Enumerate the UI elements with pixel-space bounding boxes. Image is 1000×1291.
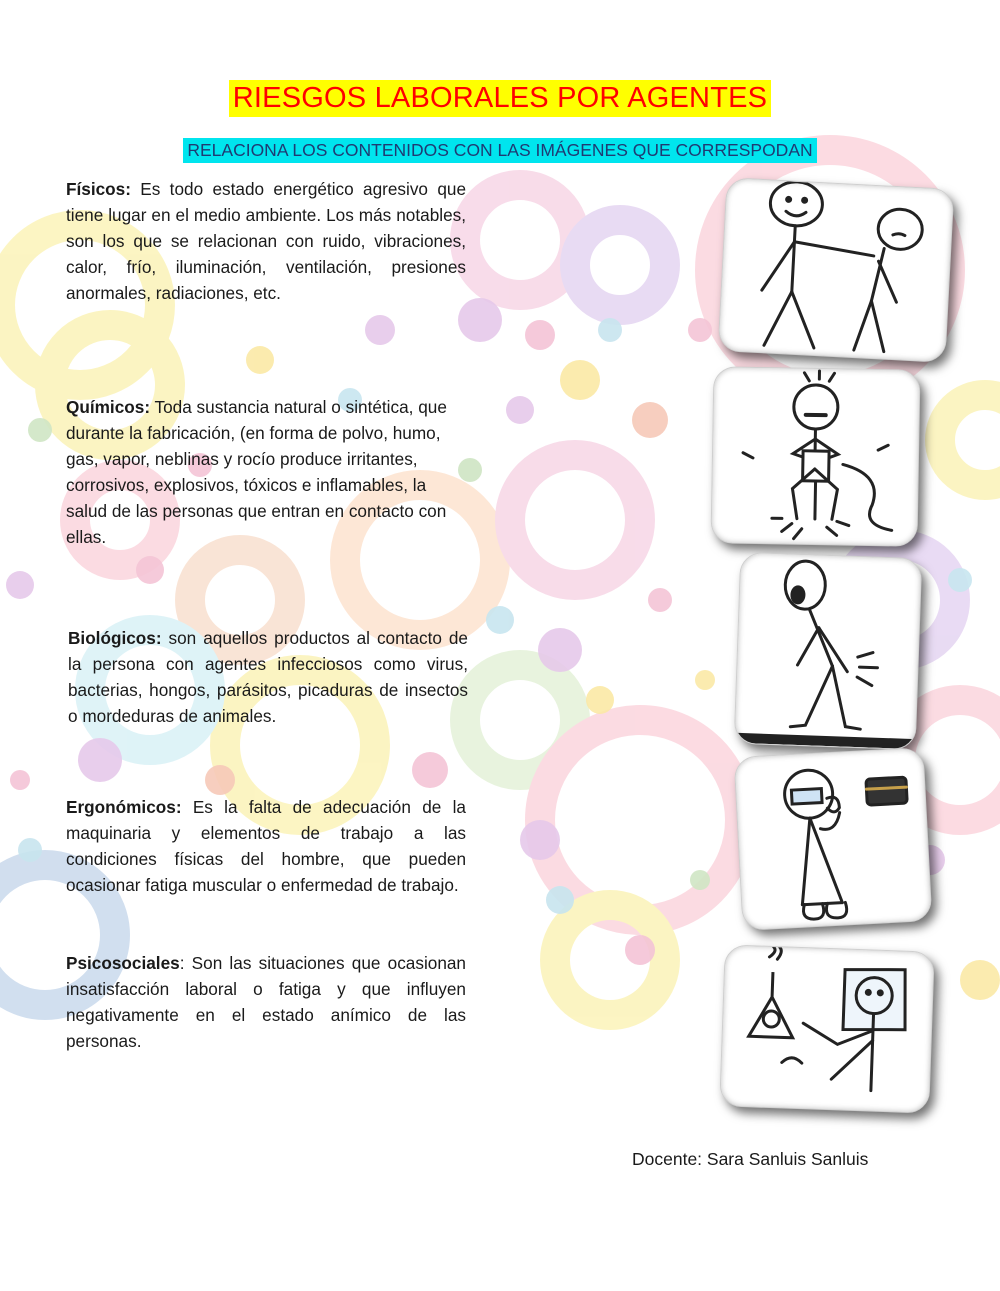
mask-worker-chemical-icon bbox=[735, 748, 932, 930]
section-biologicos-label: Biológicos: bbox=[68, 628, 162, 648]
section-psicosociales bbox=[66, 950, 466, 1054]
image-card-4[interactable] bbox=[734, 747, 933, 931]
section-biologicos bbox=[68, 625, 468, 729]
section-quimicos-label: Químicos: bbox=[66, 397, 151, 417]
page-title: RIESGOS LABORALES POR AGENTES bbox=[229, 80, 771, 117]
section-fisicos-label: Físicos: bbox=[66, 179, 131, 199]
section-psicosociales-label: Psicosociales bbox=[66, 953, 180, 973]
section-fisicos-text: Es todo estado energético agresivo que tiene lugar en el medio ambiente. Los más notables, son los que se relacionan con ruido, vibraciones, calor, frío, iluminación, ventilación, presiones anormales, radiaciones, etc. bbox=[66, 179, 466, 303]
image-card-2[interactable] bbox=[710, 366, 920, 547]
section-ergonomicos bbox=[66, 794, 466, 898]
section-biologicos-text: son aquellos productos al contacto de la persona con agentes infecciosos como virus, bacterias, hongos, parásitos, picaduras de insectos o mordeduras de animales. bbox=[68, 628, 468, 726]
section-ergonomicos-text: Es la falta de adecuación de la maquinaria y elementos de trabajo a las condiciones físicas del hombre, que pueden ocasionar fatiga muscular o enfermedad de trabajo. bbox=[66, 797, 466, 895]
back-pain-figure-icon bbox=[735, 553, 922, 749]
section-quimicos-text: Toda sustancia natural o sintética, que durante la fabricación, (en forma de polvo, humo, gas, vapor, neblinas y rocío produce irritantes, corrosivos, explosivos, tóxicos e inflamables, la salud de las personas que entran en contacto con ellas. bbox=[66, 397, 447, 547]
image-card-5[interactable] bbox=[719, 944, 935, 1113]
section-psicosociales-text: : Son las situaciones que ocasionan insatisfacción laboral o fatiga y que influyen negativamente en el estado anímico de las personas. bbox=[66, 953, 466, 1051]
section-fisicos bbox=[66, 176, 466, 306]
section-quimicos bbox=[66, 394, 466, 550]
jackhammer-worker-icon bbox=[711, 367, 919, 546]
image-card-3[interactable] bbox=[734, 552, 923, 750]
image-card-1[interactable] bbox=[718, 177, 955, 363]
teacher-credit: Docente: Sara Sanluis Sanluis bbox=[632, 1149, 869, 1169]
two-stick-figures-comforting-icon bbox=[719, 178, 954, 362]
section-ergonomicos-label: Ergonómicos: bbox=[66, 797, 182, 817]
lab-worker-flask-icon bbox=[720, 945, 933, 1112]
page-subtitle: RELACIONA LOS CONTENIDOS CON LAS IMÁGENES QUE CORRESPODAN bbox=[183, 138, 816, 163]
